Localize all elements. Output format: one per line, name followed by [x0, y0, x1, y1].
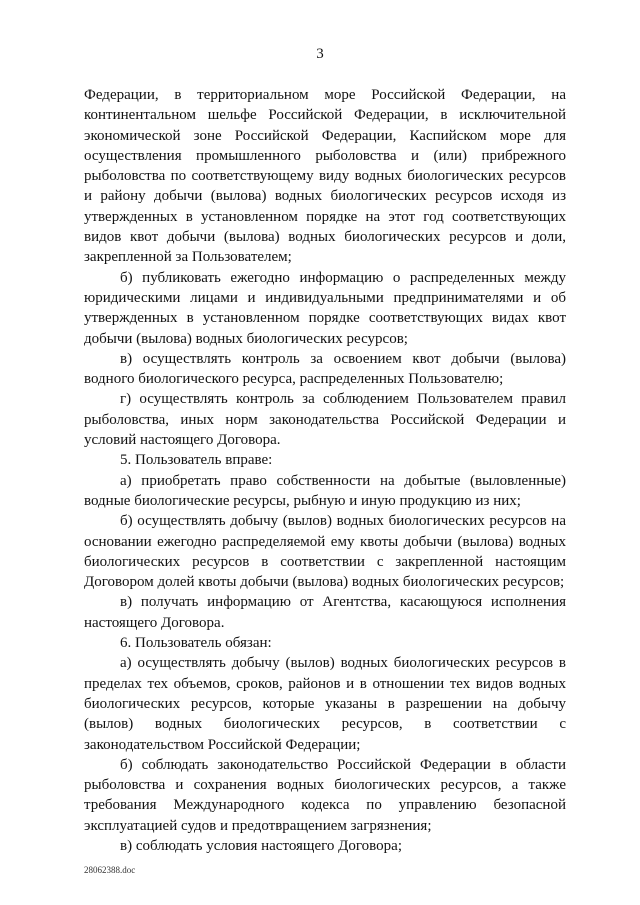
paragraph: в) получать информацию от Агентства, касающуюся исполнения настоящего Договора.	[84, 594, 566, 631]
paragraph: б) соблюдать законодательство Российской Федерации в области рыболовства и сохранения водных биологических ресурсов, а также требования Международного кодекса по управлению безопасной эксплуатацией судов и предотвращением загрязнения;	[84, 756, 566, 834]
file-name-footer: 28062388.doc	[84, 865, 136, 875]
paragraph: в) осуществлять контроль за освоением квот добычи (вылова) водного биологического ресурса, распределенных Пользователю;	[84, 350, 566, 388]
section-heading: 6. Пользователь обязан:	[120, 635, 272, 652]
paragraph: б) осуществлять добычу (вылов) водных биологических ресурсов на основании ежегодно распределяемой ему квоты добычи (вылова) водных биологических ресурсов в соответствии с закрепленной настоящим Договором долей квоты добычи (вылова) водных биологических ресурсов;	[84, 513, 566, 591]
page-number: 3	[316, 46, 324, 62]
paragraph: г) осуществлять контроль за соблюдением Пользователем правил рыболовства, иных норм законодательства Российской Федерации и условий настоящего Договора.	[84, 391, 566, 449]
paragraph: а) приобретать право собственности на добытые (выловленные) водные биологические ресурсы, рыбную и иную продукцию из них;	[84, 472, 566, 509]
paragraph: Федерации, в территориальном море Российской Федерации, на континентальном шельфе Российской Федерации, в исключительной экономической зоне Российской Федерации, Каспийском море для осуществления промышленного рыболовства и (или) прибрежного рыболовства по соответствующему виду водных биологических ресурсов и району добычи (вылова) водных биологических ресурсов исходя из утвержденных в установленном порядке на этот год соответствующих видов квот добычи (вылова) водных биологических ресурсов и доли, закрепленной за Пользователем;	[84, 87, 566, 266]
paragraph: а) осуществлять добычу (вылов) водных биологических ресурсов в пределах тех объемов, сроков, районов и в отношении тех видов водных биологических ресурсов, которые указаны в разрешении на добычу (вылов) водных биологических ресурсов, в соответствии с законодательством Российской Федерации;	[84, 655, 566, 753]
paragraph: б) публиковать ежегодно информацию о распределенных между юридическими лицами и индивидуальными предпринимателями и об утвержденных в установленном порядке соответствующих видах квот добычи (вылова) водных биологических ресурсов;	[84, 269, 566, 347]
paragraph: в) соблюдать условия настоящего Договора;	[120, 837, 402, 854]
section-heading: 5. Пользователь вправе:	[120, 452, 273, 469]
document-body	[84, 85, 566, 856]
